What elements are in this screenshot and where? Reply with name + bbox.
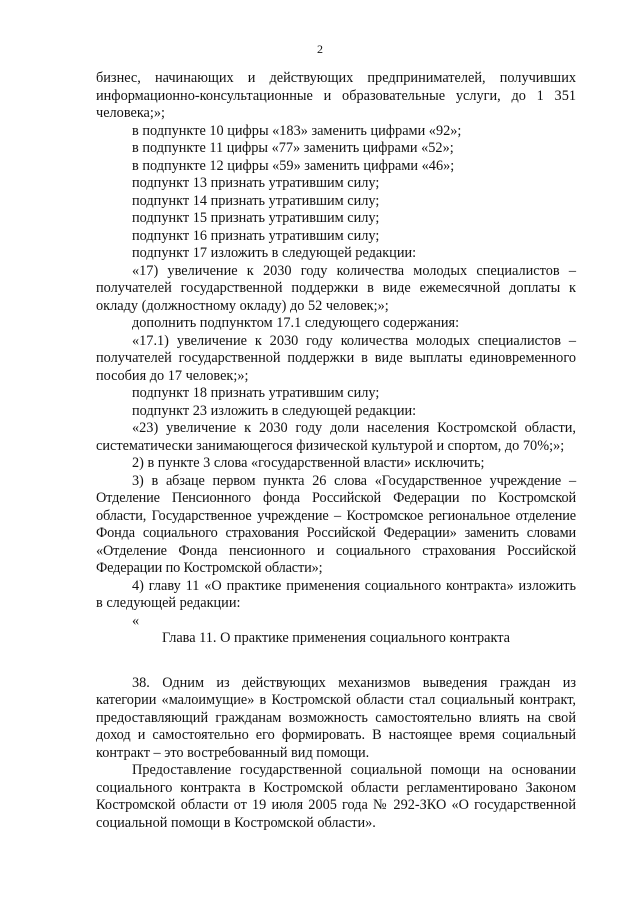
paragraph-item-2: 2) в пункте 3 слова «государственной власти» исключить;: [132, 455, 485, 471]
paragraph-continuation: бизнес, начинающих и действующих предпринимателей, получивших информационно-консультационные и образовательные услуги, до 1 351 человека;»;: [96, 70, 576, 121]
paragraph-subpoint-23-intro: подпункт 23 изложить в следующей редакции:: [132, 402, 417, 419]
document-body: [96, 70, 576, 832]
page-number: 2: [317, 42, 323, 56]
paragraph-item-4: 4) главу 11 «О практике применения социального контракта» изложить в следующей редакции:: [96, 577, 576, 611]
spacer: [96, 648, 576, 675]
paragraph-subpoint-23-text: «23) увеличение к 2030 году доли населения Костромской области, систематически занимающегося физической культурой и спортом, до 70%;»;: [96, 420, 576, 454]
paragraph-38: 38. Одним из действующих механизмов выведения граждан из категории «малоимущие» в Костромской области стал социальный контракт, предоставляющий гражданам возможность самостоятельно влиять на свой доход и самостоятельно его формировать. В настоящее время социальный контракт – это востребованный вид помощи.: [96, 674, 576, 761]
paragraph-subpoint-17-intro: подпункт 17 изложить в следующей редакции:: [132, 245, 417, 261]
paragraph-subpoint-16: подпункт 16 признать утратившим силу;: [132, 227, 380, 244]
paragraph-regulation: Предоставление государственной социальной помощи на основании социального контракта в Костромской области регламентировано Законом Костромской области от 19 июля 2005 года № 292-ЗКО «О государственной социальной помощи в Костромской области».: [96, 762, 576, 831]
paragraph-subpoint-10: в подпункте 10 цифры «183» заменить цифрами «92»;: [132, 122, 462, 139]
paragraph-subpoint-14: подпункт 14 признать утратившим силу;: [132, 192, 380, 209]
paragraph-subpoint-17-1-text: «17.1) увеличение к 2030 году количества молодых специалистов – получателей государственной поддержки в виде выплаты единовременного пособия до 17 человек;»;: [96, 332, 576, 384]
paragraph-subpoint-11: в подпункте 11 цифры «77» заменить цифрами «52»;: [132, 140, 454, 156]
chapter-heading: Глава 11. О практике применения социального контракта: [162, 630, 510, 646]
paragraph-subpoint-17-1-intro: дополнить подпунктом 17.1 следующего содержания:: [132, 315, 460, 331]
paragraph-subpoint-18: подпункт 18 признать утратившим силу;: [132, 385, 380, 401]
opening-quote: «: [132, 612, 140, 629]
paragraph-item-3: 3) в абзаце первом пункта 26 слова «Государственное учреждение – Отделение Пенсионного фонда Российской Федерации по Костромской области, Государственное учреждение – Костромское региональное отделение Фонда социального страхования Российской Федерации» заменить словами «Отделение Фонда пенсионного и социального страхования Российской Федерации по Костромской области»;: [96, 472, 576, 576]
paragraph-subpoint-12: в подпункте 12 цифры «59» заменить цифрами «46»;: [132, 157, 455, 174]
paragraph-subpoint-13: подпункт 13 признать утратившим силу;: [132, 175, 380, 191]
paragraph-subpoint-15: подпункт 15 признать утратившим силу;: [132, 210, 380, 226]
paragraph-subpoint-17-text: «17) увеличение к 2030 году количества молодых специалистов – получателей государственной поддержки в виде ежемесячной доплаты к окладу (должностному окладу) до 52 человек;»;: [96, 262, 576, 314]
